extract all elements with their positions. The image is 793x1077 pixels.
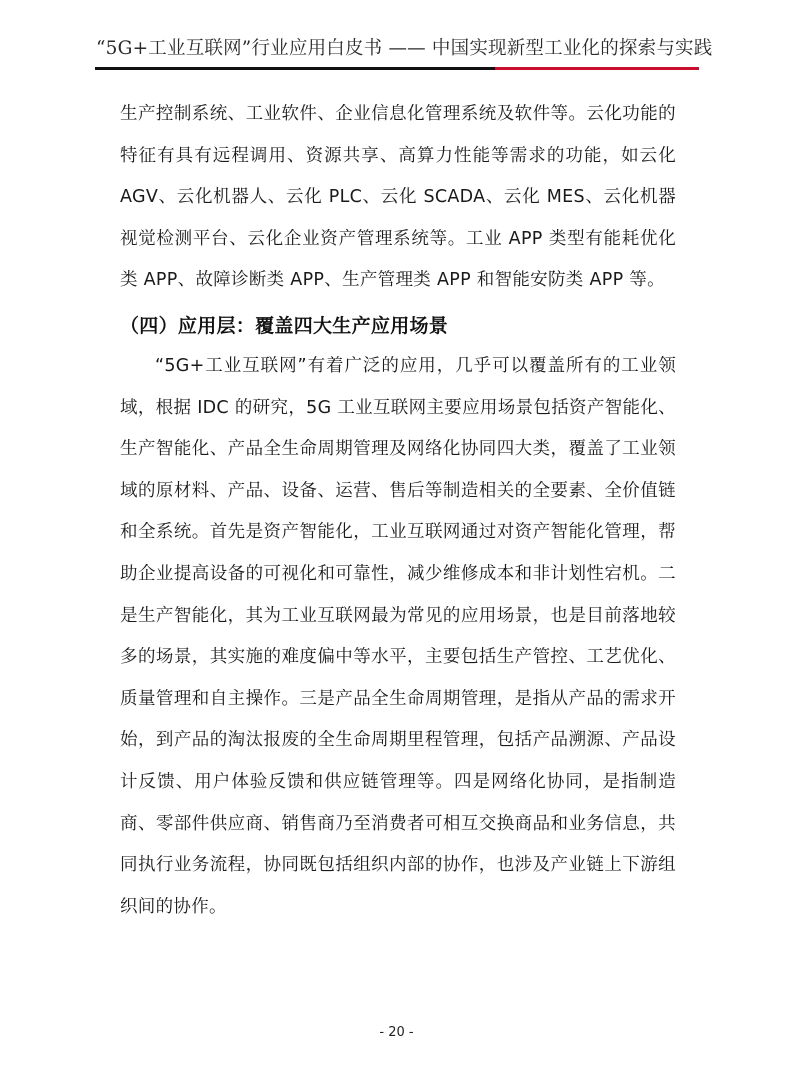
- section-heading: （四）应用层：覆盖四大生产应用场景: [120, 314, 449, 337]
- header-rule-black: [95, 67, 495, 70]
- header-rule-red: [495, 67, 699, 70]
- body-paragraph: “5G+工业互联网”有着广泛的应用，几乎可以覆盖所有的工业领域，根据 IDC 的研究，5G 工业互联网主要应用场景包括资产智能化、生产智能化、产品全生命周期管理及网络化协同四大类，覆盖了工业领域的原材料、产品、设备、运营、售后等制造相关的全要素、全价值链和全系统。首先是资产智能化，工业互联网通过对资产智能化管理，帮助企业提高设备的可视化和可靠性，减少维修成本和非计划性宕机。二是生产智能化，其为工业互联网最为常见的应用场景，也是目前落地较多的场景，其实施的难度偏中等水平，主要包括生产管控、工艺优化、质量管理和自主操作。三是产品全生命周期管理，是指从产品的需求开始，到产品的淘汰报废的全生命周期里程管理，包括产品溯源、产品设计反馈、用户体验反馈和供应链管理等。四是网络化协同，是指制造商、零部件供应商、销售商乃至消费者可相互交换商品和业务信息，共同执行业务流程，协同既包括组织内部的协作，也涉及产业链上下游组织间的协作。: [120, 355, 676, 917]
- page-body: [120, 94, 676, 928]
- body-paragraph-continued: 生产控制系统、工业软件、企业信息化管理系统及软件等。云化功能的特征有具有远程调用、资源共享、高算力性能等需求的功能，如云化 AGV、云化机器人、云化 PLC、云化 SCADA、云化 MES、云化机器视觉检测平台、云化企业资产管理系统等。工业 APP 类型有能耗优化类 APP、故障诊断类 APP、生产管理类 APP 和智能安防类 APP 等。: [120, 104, 676, 291]
- running-header: “5G+工业互联网”行业应用白皮书 —— 中国实现新型工业化的探索与实践: [96, 38, 713, 59]
- page-number: - 20 -: [379, 1025, 414, 1040]
